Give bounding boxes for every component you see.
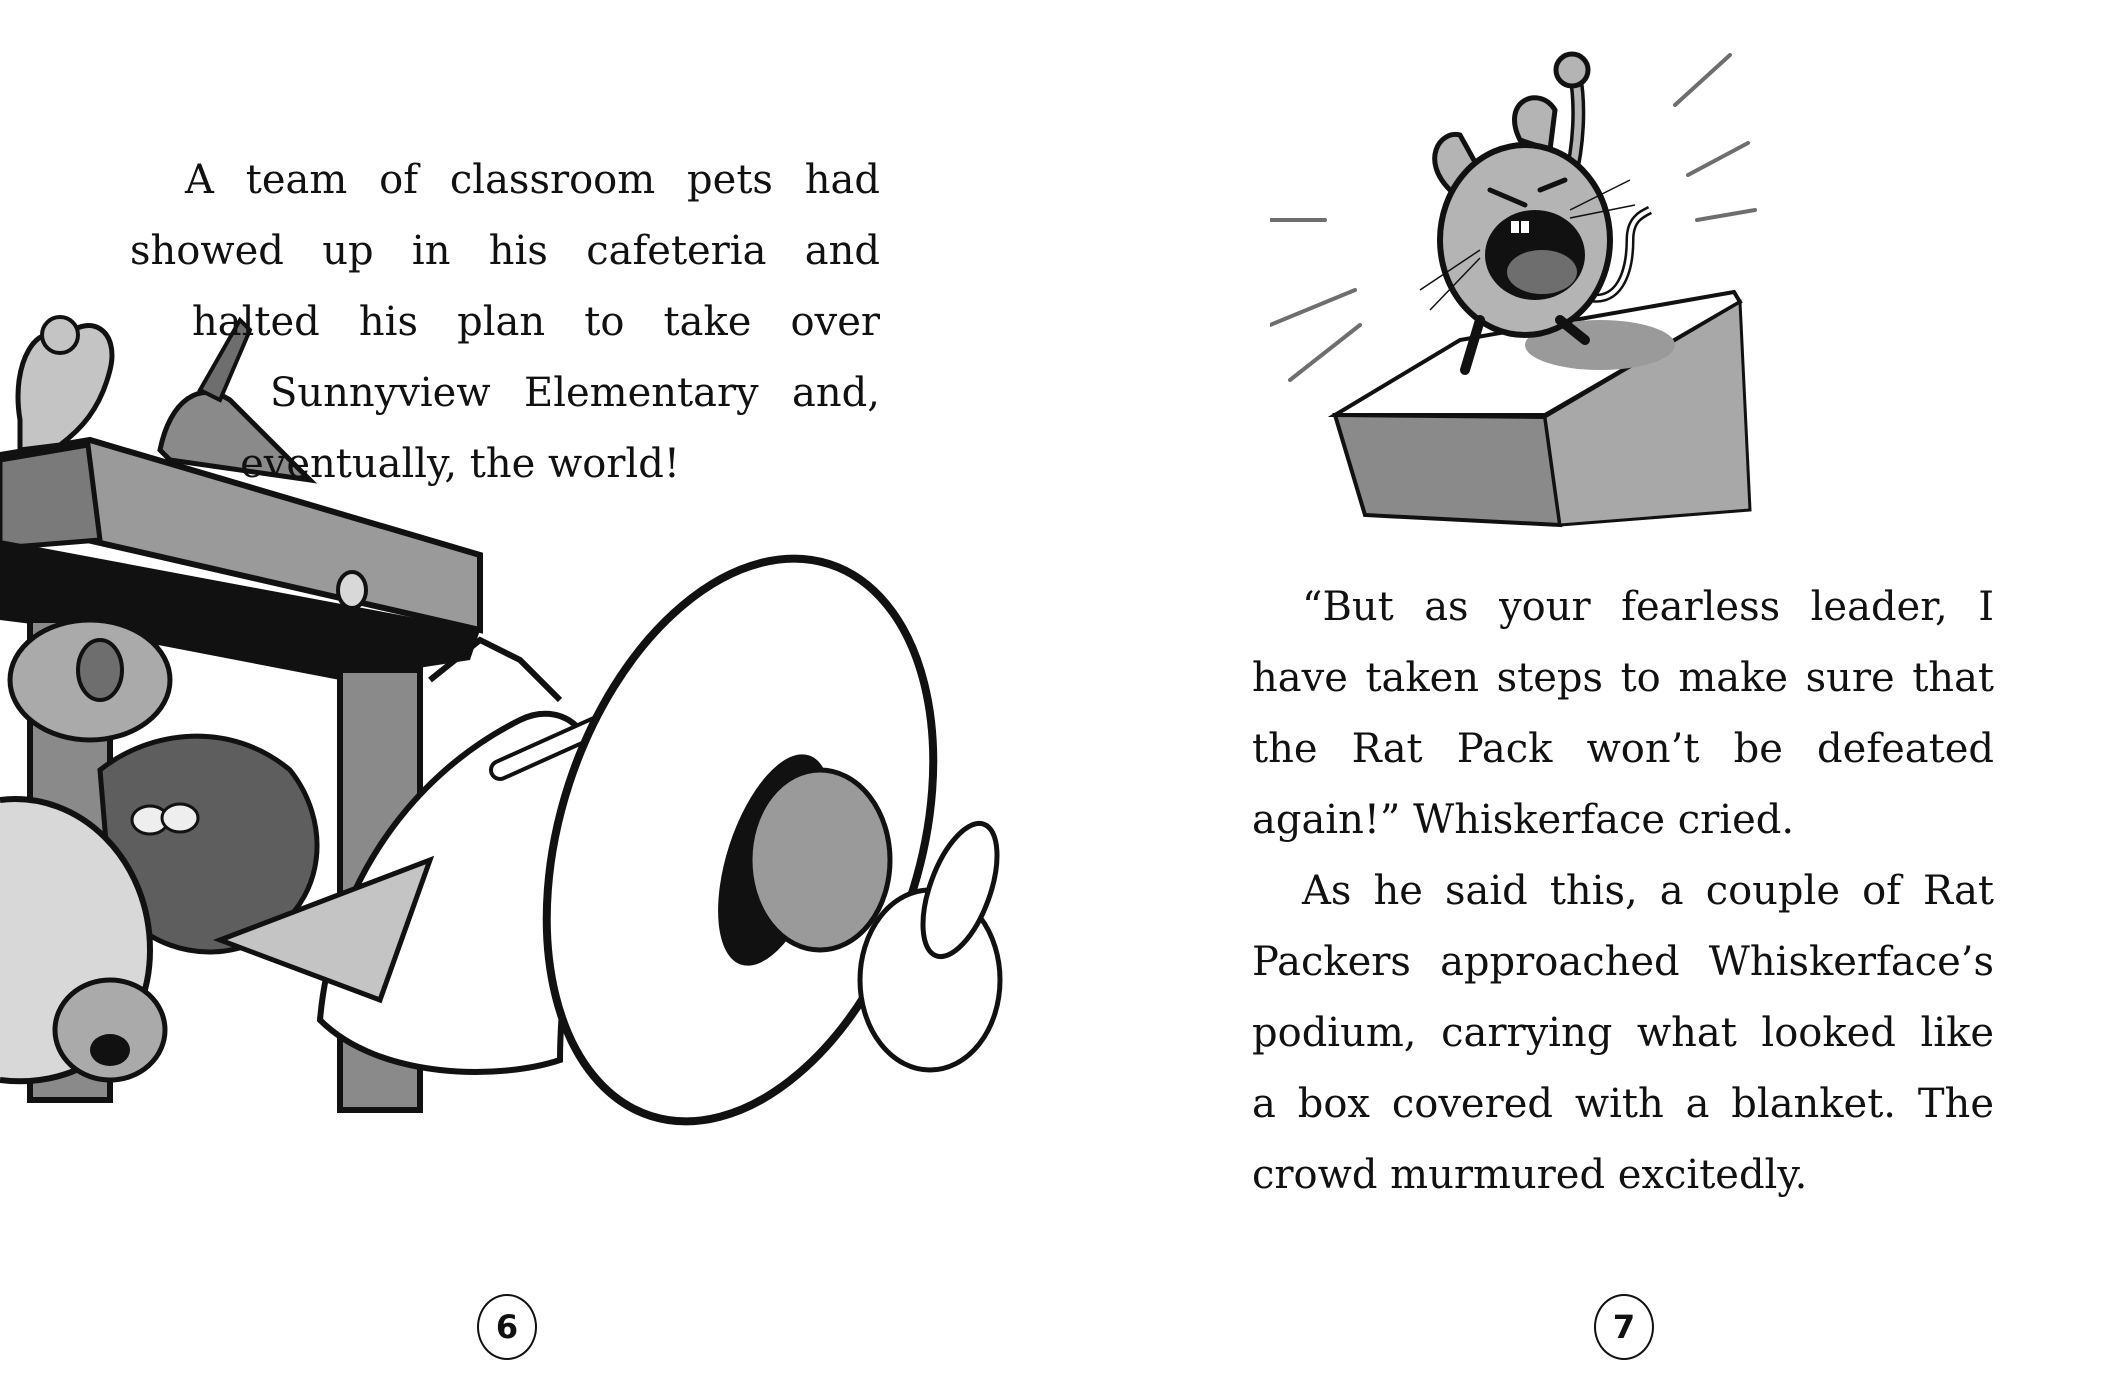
text-line: Packers approached Whiskerface’s	[1252, 939, 1994, 985]
text-line: halted his plan to take over	[192, 299, 880, 345]
text-line: eventually, the world!	[240, 441, 680, 487]
text-line: Sunnyview Elementary and,	[270, 370, 880, 416]
text-line: showed up in his cafeteria and	[130, 228, 880, 274]
text-line: again!” Whiskerface cried.	[1252, 797, 1795, 843]
text-line: As he said this, a couple of Rat	[1302, 868, 1994, 914]
page-number-left	[477, 1294, 537, 1360]
right-page	[1052, 0, 2105, 1400]
text-line: crowd murmured excitedly.	[1252, 1152, 1808, 1198]
text-line: the Rat Pack won’t be defeated	[1252, 726, 1994, 772]
left-page-text	[130, 145, 880, 500]
text-line: podium, carrying what looked like	[1252, 1010, 1994, 1056]
text-line: a box covered with a blanket. The	[1252, 1081, 1994, 1127]
page-number-text: 6	[495, 1308, 519, 1346]
page-number-right	[1594, 1294, 1654, 1360]
text-line: “But as your fearless leader, I	[1302, 584, 1994, 630]
text-line: have taken steps to make sure that	[1252, 655, 1994, 701]
right-page-text	[1252, 572, 1994, 1211]
paragraph-2	[1252, 856, 1994, 1211]
shouting-mouse-drawing-icon	[1270, 40, 1970, 540]
left-page	[0, 0, 1052, 1400]
paragraph-1	[1252, 572, 1994, 856]
whiskerface-podium-illustration	[1270, 40, 1970, 540]
text-line: A team of classroom pets had	[185, 157, 880, 203]
page-number-text: 7	[1612, 1308, 1636, 1346]
